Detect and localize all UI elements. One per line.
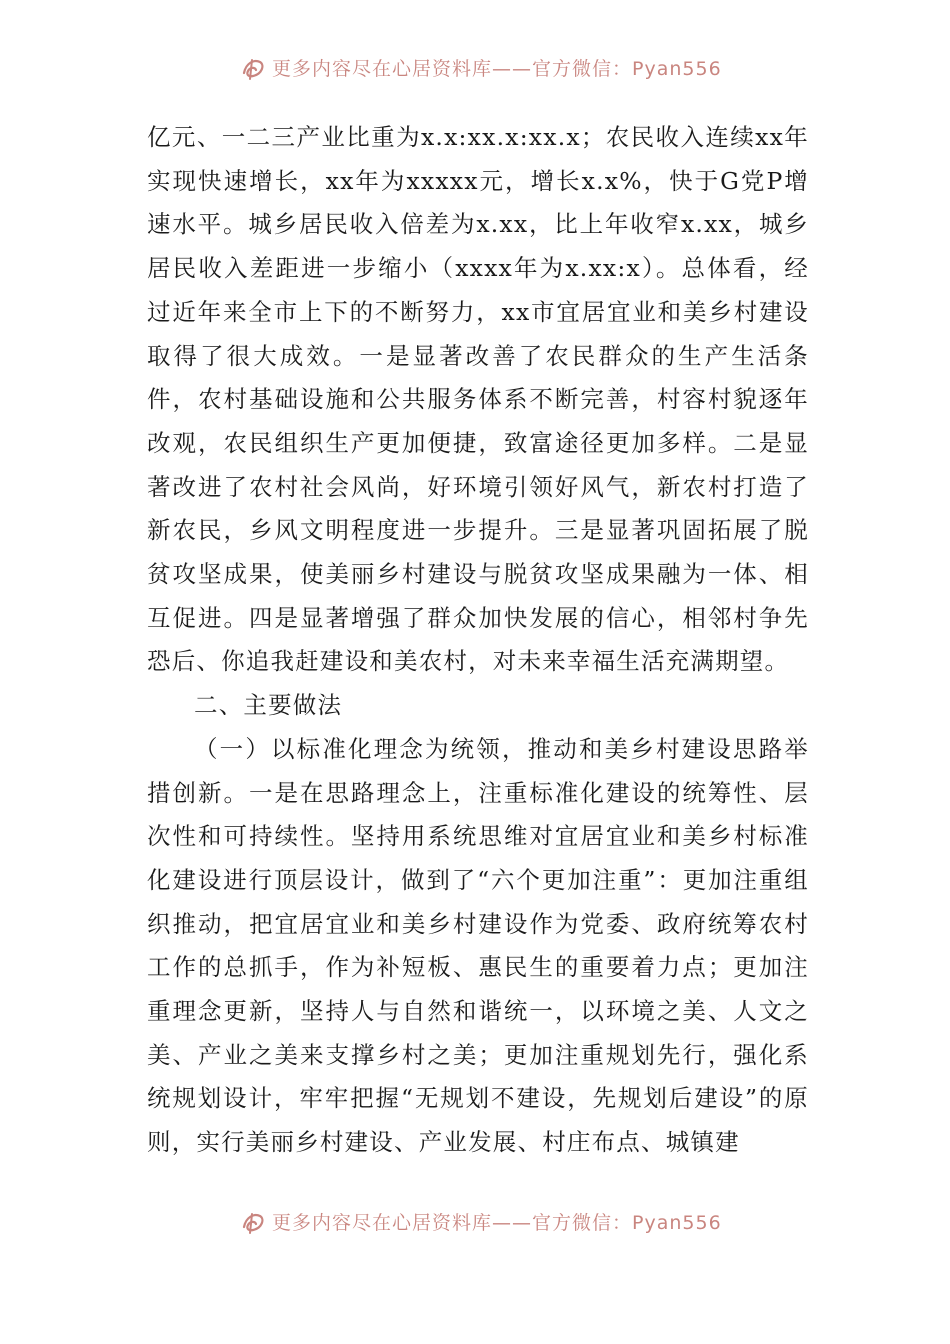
watermark-text: 更多内容尽在心居资料库——官方微信：Pyan556 [272, 1212, 722, 1234]
watermark-header [0, 58, 950, 84]
paragraph: （一）以标准化理念为统领，推动和美乡村建设思路举措创新。一是在思路理念上，注重标准化建设的统筹性、层次性和可持续性。坚持用系统思维对宜居宜业和美乡村标准化建设进行顶层设计，做到了“六个更加注重”：更加注重组织推动，把宜居宜业和美乡村建设作为党委、政府统筹农村工作的总抓手，作为补短板、惠民生的重要着力点；更加注重理念更新，坚持人与自然和谐统一，以环境之美、人文之美、产业之美来支撑乡村之美；更加注重规划先行，强化系统规划设计，牢牢把握“无规划不建设，先规划后建设”的原则，实行美丽乡村建设、产业发展、村庄布点、城镇建 [147, 734, 809, 1157]
paragraph: 亿元、一二三产业比重为x.x:xx.x:xx.x；农民收入连续xx年实现快速增长，xx年为xxxxx元，增长x.x%，快于G党P增速水平。城乡居民收入倍差为x.xx，比上年收窄x.xx，城乡居民收入差距进一步缩小（xxxx年为x.xx:x）。总体看，经过近年来全市上下的不断努力，xx市宜居宜业和美乡村建设取得了很大成效。一是显著改善了农民群众的生产生活条件，农村基础设施和公共服务体系不断完善，村容村貌逐年改观，农民组织生产更加便捷，致富途径更加多样。二是显著改进了农村社会风尚，好环境引领好风气，新农村打造了新农民，乡风文明程度进一步提升。三是显著巩固拓展了脱贫攻坚成果，使美丽乡村建设与脱贫攻坚成果融为一体、相互促进。四是显著增强了群众加快发展的信心，相邻村争先恐后、你追我赶建设和美农村，对未来幸福生活充满期望。 [147, 123, 809, 676]
cursive-d-logo-icon [240, 58, 266, 81]
cursive-d-logo-icon [240, 1212, 266, 1235]
section-heading: 二、主要做法 [194, 691, 343, 720]
watermark-footer [0, 1212, 950, 1238]
document-body [147, 116, 809, 1165]
watermark-text: 更多内容尽在心居资料库——官方微信：Pyan556 [272, 58, 722, 80]
